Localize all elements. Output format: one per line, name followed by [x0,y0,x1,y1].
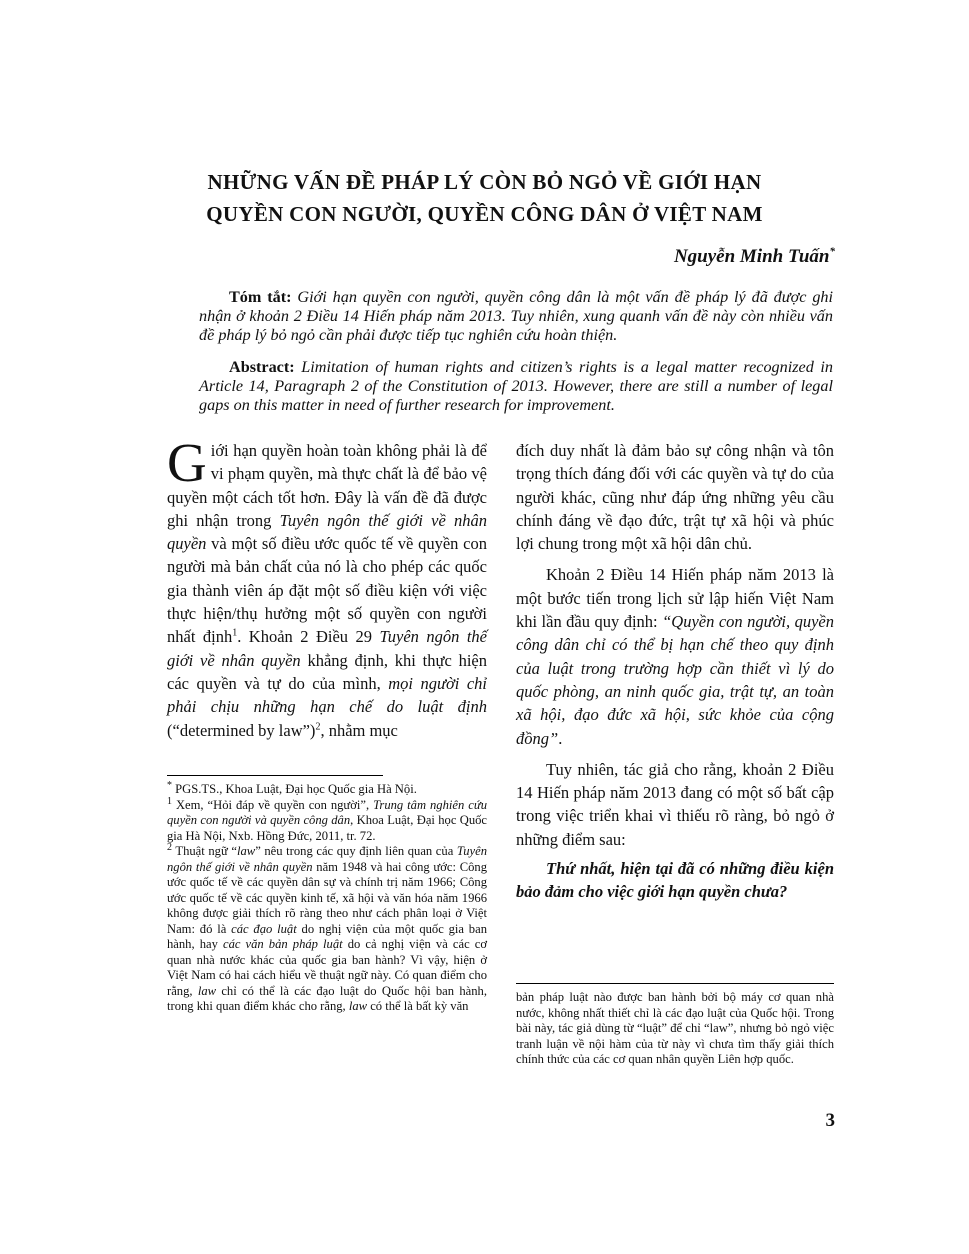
footnote-2-italic-2: Tuyên ngôn thế giới về nhân quyền [167,844,487,874]
footnote-separator-left [167,775,383,776]
abstract-english [199,358,833,415]
abstract-en-label: Abstract: [229,358,295,376]
right-p2-text-a: Khoản 2 Điều 14 Hiến pháp năm 2013 là một bước tiến trong lịch sử lập hiến Việt Nam khi lần đầu quy định: [516,565,834,632]
footnote-1-text-a: Xem, “Hỏi đáp về quyền con người”, [172,797,374,812]
footnote-2-text-d: do nghị viện của một quốc gia ban hành, hay [167,921,487,951]
footnote-2-text-c: năm 1948 và hai công ước: Công ước quốc tế về các quyền dân sự và chính trị năm 1966; Công ước quốc tế về các quyền kinh tế, xã hội và văn hóa năm 1966 không được giải thích rõ ràng theo như cách phân loại ở Việt Nam: đó là [167,859,487,936]
left-text-d: khẳng định, khi thực hiện các quyền và tự do của mình, [167,650,487,693]
footnote-2-italic-4: các văn bản pháp luật [222,937,343,951]
footnote-2-italic-3: các đạo luật [231,921,297,936]
footnote-2 [167,841,487,1015]
abstract-en-text: Limitation of human rights and citizen’s rights is a legal matter recognized in Article 14, Paragraph 2 of the Constitution of 2013. However, there are still a number of legal gaps on this matter in need of further research for improvement. [199,358,834,414]
footnote-2-italic-5: law [197,983,217,998]
left-text-f: , nhằm mục [320,720,398,740]
left-italic-ref-1: Tuyên ngôn thế giới về nhân quyền [167,510,487,554]
author-name-text: Nguyễn Minh Tuấn [673,246,830,267]
footnote-author-text: PGS.TS., Khoa Luật, Đại học Quốc gia Hà Nội. [172,782,417,796]
footnote-2-mark: 2 [167,841,172,853]
footnote-2-italic-1: law [236,844,256,858]
footnote-2-italic-6: law [348,999,368,1013]
article-title-line-2: QUYỀN CON NGƯỜI, QUYỀN CÔNG DÂN Ở VIỆT NAM [206,202,763,226]
right-column [516,439,834,904]
left-text-c: . Khoản 2 Điều 29 [237,627,380,647]
footnote-1 [167,795,487,845]
footnote-1-text-b: , Khoa Luật, Đại học Quốc gia Hà Nội, Nxb. Hồng Đức, 2011, tr. 72. [167,813,487,843]
right-p2-quote: “Quyền con người, quyền công dân chỉ có thể bị hạn chế theo quy định của luật trong trường hợp cần thiết vì lý do quốc phòng, an ninh quốc gia, trật tự, an toàn xã hội, đạo đức xã hội, sức khỏe của cộng đồng” [516,612,835,748]
footnotes-right [516,990,834,1068]
left-italic-ref-2: Tuyên ngôn thế giới về nhân quyền [167,627,487,670]
page-number: 3 [825,1110,835,1131]
article-title-line-1: NHỮNG VẤN ĐỀ PHÁP LÝ CÒN BỎ NGỎ VỀ GIỚI HẠN [207,170,762,194]
footnote-ref-1: 1 [232,627,238,639]
abstract-vi-text: Giới hạn quyền con người, quyền công dân là một vấn đề pháp lý đã được ghi nhận ở khoản 2 Điều 14 Hiến pháp năm 2013. Tuy nhiên, xung quanh vấn đề này còn nhiều vấn đề pháp lý bỏ ngỏ cần phải được tiếp tục nghiên cứu hoàn thiện. [199,288,834,344]
footnote-author-mark: * [167,779,172,791]
right-paragraph-1: đích duy nhất là đảm bảo sự công nhận và tôn trọng thích đáng đối với các quyền và tự do của người khác, cũng như đáp ứng những yêu cầu chính đáng về đạo đức, trật tự xã hội và phúc lợi chung trong một xã hội dân chủ. [516,441,834,554]
right-paragraph-2 [516,563,834,749]
left-text-b: và một số điều ước quốc tế về quyền con người mà bản chất của nó là cho phép các quốc gia thành viên áp đặt một số điều kiện với việc thực hiện/thụ hưởng một số quyền con người nhất định [167,534,487,647]
footnote-2-text-e: do cả nghị viện và các cơ quan nhà nước khác của quốc gia ban hành? Vì vậy, hiện ở Việt Nam có hai cách hiểu về thuật ngữ này. Có quan điểm cho rằng, [167,937,487,998]
drop-cap: G [167,432,207,493]
left-text-a: iới hạn quyền hoàn toàn không phải là để vi phạm quyền, mà thực chất là để bảo vệ quyền một cách tốt hơn. Đây là vấn đề đã được ghi nhận trong [167,441,487,530]
footnote-2-text-a: Thuật ngữ “ [172,844,237,858]
footnote-2-continued: bản pháp luật nào được ban hành bởi bộ máy cơ quan nhà nước, không nhất thiết chỉ là các đạo luật của Quốc hội. Trong bài này, tác giả dùng từ “luật” để chỉ “law”, nhưng bỏ ngỏ việc tranh luận về nội hàm của từ này vì chưa tìm thấy giải thích chính thức của các cơ quan nhân quyền Liên hợp quốc. [516,990,834,1066]
author-footnote-mark: * [829,245,835,258]
footnote-2-text-g: có thể là bất kỳ văn [367,999,469,1013]
abstract-vi-label: Tóm tắt: [229,288,292,306]
footnote-1-italic: Trung tâm nghiên cứu quyền con người và quyền công dân [167,797,487,827]
left-paragraph-1 [167,432,487,742]
left-text-e: (“determined by law”) [167,720,316,740]
left-column [167,432,487,742]
author-name [674,246,835,268]
right-paragraph-4: Thứ nhất, hiện tại đã có những điều kiện bảo đảm cho việc giới hạn quyền chưa? [516,859,834,902]
footnote-1-mark: 1 [167,795,172,807]
footnotes-left [167,779,487,1015]
right-p2-text-b: . [558,728,563,748]
footnote-ref-2: 2 [315,721,321,733]
abstract-vietnamese [199,288,833,345]
right-paragraph-3: Tuy nhiên, tác giả cho rằng, khoản 2 Điều 14 Hiến pháp năm 2013 đang có một số bất cập trong việc triển khai vì thiếu rõ ràng, bỏ ngỏ ở những điểm sau: [516,759,834,849]
footnote-2-text-b: ” nêu trong các quy định liên quan của [255,844,457,858]
footnote-author [167,779,487,798]
footnote-2-text-f: chỉ có thể là các đạo luật do Quốc hội ban hành, trong khi quan điểm khác cho rằng, [167,983,487,1013]
footnote-separator-right [516,983,834,984]
left-italic-quote: mọi người chỉ phải chịu những hạn chế do luật định [167,673,487,717]
